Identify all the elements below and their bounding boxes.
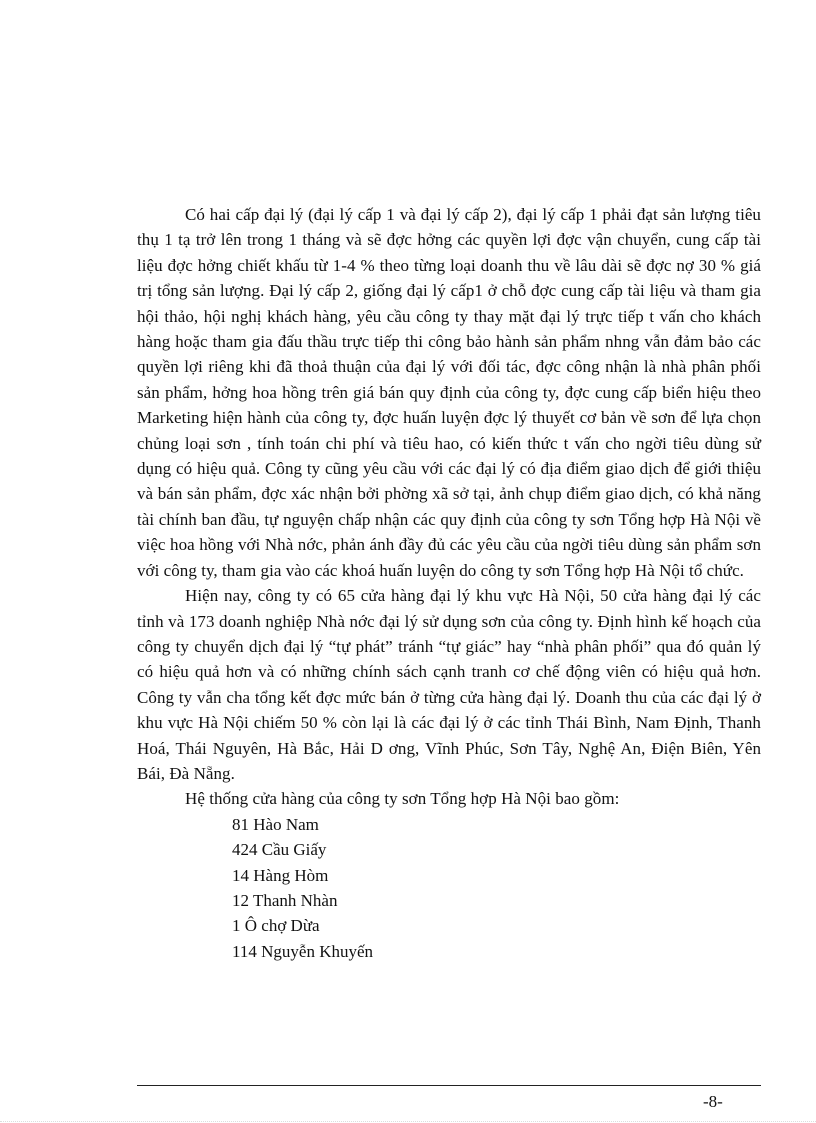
store-address-list <box>137 812 761 964</box>
list-item: 81 Hào Nam <box>232 814 319 834</box>
footer-divider <box>137 1085 761 1086</box>
list-item: 14 Hàng Hòm <box>232 865 329 885</box>
page-edge-divider <box>0 1121 816 1122</box>
page-number: -8- <box>703 1092 723 1111</box>
list-item: 424 Cầu Giấy <box>232 840 327 860</box>
paragraph-store-system-intro: Hệ thống cửa hàng của công ty sơn Tổng hợp Hà Nội bao gồm: <box>185 789 620 809</box>
list-item: 114 Nguyễn Khuyến <box>232 941 374 961</box>
paragraph-dealer-levels: Có hai cấp đại lý (đại lý cấp 1 và đại lý cấp 2), đại lý cấp 1 phải đạt sản lượng tiêu thụ 1 tạ trở lên trong 1 tháng và sẽ đợc hởng các quyền lợi đợc vận chuyển, cung cấp tài liệu đợc hởng chiết khấu từ 1-4 % theo từng loại doanh thu về lâu dài sẽ đợc nợ 30 % giá trị tổng sản lượng. Đại lý cấp 2, giống đại lý cấp1 ở chỗ đợc cung cấp tài liệu và tham gia hội thảo, hội nghị khách hàng, yêu cầu công ty thay mặt đại lý trực tiếp t vấn cho khách hàng hoặc tham gia đấu thầu trực tiếp thi công bảo hành sản phẩm nhng vẫn đảm bảo các quyền lợi riêng khi đã thoả thuận của đại lý với đối tác, đợc công nhận là nhà phân phối sản phẩm, hởng hoa hồng trên giá bán quy định của công ty, đợc cung cấp biển hiệu theo Marketing hiện hành của công ty, đợc huấn luyện đợc lý thuyết cơ bản về sơn để lựa chọn chủng loại sơn , tính toán chi phí và tiêu hao, có kiến thức t vấn cho ngời tiêu dùng sử dụng có hiệu quả. Công ty cũng yêu cầu với các đại lý có địa điểm giao dịch để giới thiệu và bán sản phẩm, đợc xác nhận bởi phờng xã sở tại, ảnh chụp điểm giao dịch, có khả năng tài chính ban đầu, tự nguyện chấp nhận các quy định của công ty sơn Tổng hợp Hà Nội về việc hoa hồng với Nhà nớc, phản ánh đầy đủ các yêu cầu của ngời tiêu dùng sản phẩm sơn với công ty, tham gia vào các khoá huấn luyện do công ty sơn Tổng hợp Hà Nội tổ chức. <box>137 205 761 580</box>
paragraph-dealer-network: Hiện nay, công ty có 65 cửa hàng đại lý khu vực Hà Nội, 50 cửa hàng đại lý các tỉnh và 173 doanh nghiệp Nhà nớc đại lý sử dụng sơn của công ty. Định hình kế hoạch của công ty chuyển dịch đại lý “tự phát” tránh “tự giác” hay “nhà phân phối” qua đó quản lý có hiệu quả hơn và có những chính sách cạnh tranh cơ chế động viên có hiệu quả hơn. Công ty vẫn cha tổng kết đợc mức bán ở từng cửa hàng đại lý. Doanh thu của các đại lý ở khu vực Hà Nội chiếm 50 % còn lại là các đại lý ở các tỉnh Thái Bình, Nam Định, Thanh Hoá, Thái Nguyên, Hà Bắc, Hải D ơng, Vĩnh Phúc, Sơn Tây, Nghệ An, Điện Biên, Yên Bái, Đà Nẵng. <box>137 586 761 783</box>
document-body <box>137 202 761 964</box>
list-item: 1 Ô chợ Dừa <box>232 916 320 936</box>
list-item: 12 Thanh Nhàn <box>232 890 338 910</box>
